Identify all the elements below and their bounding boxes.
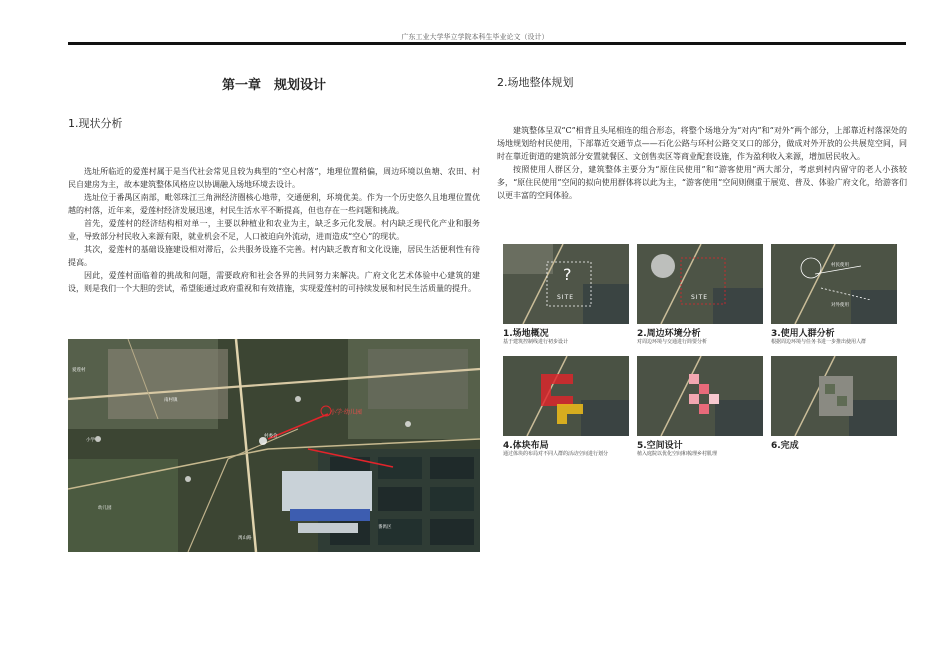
svg-text:?: ? bbox=[563, 265, 572, 284]
map-label: 幼儿园 bbox=[98, 506, 112, 511]
panel-title: 6.完成 bbox=[771, 441, 799, 451]
process-panel bbox=[771, 244, 897, 346]
header-rule bbox=[68, 42, 906, 45]
paragraph: 选址位于番禺区南部，毗邻珠江三角洲经济圈核心地带，交通便利，环境优美。作为一个历史悠久且地理位置优越的村落，近年来，爱莲村经济发展迅速，村民生活水平不断提高，但也存在一些问题和挑战。 bbox=[68, 193, 480, 215]
panel-image bbox=[503, 356, 629, 436]
design-process-figure bbox=[503, 244, 903, 457]
paragraph: 其次，爱莲村的基础设施建设相对滞后，公共服务设施不完善。村内缺乏教育和文化设施，居民生活便利性有待提高。 bbox=[68, 245, 480, 267]
map-label: 南村镇 bbox=[164, 398, 178, 403]
running-header: 广东工业大学华立学院本科生毕业论文（设计） bbox=[401, 33, 549, 41]
panel-image-text: 村民使用 bbox=[831, 263, 849, 268]
panel-image bbox=[771, 356, 897, 436]
panel-image-text: SITE bbox=[557, 294, 575, 301]
panel-title: 1.场地概况 bbox=[503, 329, 549, 339]
panel-title: 5.空间设计 bbox=[637, 441, 683, 451]
paragraph: 选址所临近的爱莲村属于是当代社会常见且较为典型的“空心村落”，地理位置稍偏，周边环境以鱼塘、农田、村民自建房为主，故本建筑整体风格应以协调融入场地环境去设计。 bbox=[68, 167, 480, 189]
map-label: 小学 bbox=[86, 438, 95, 443]
panel-title: 4.体块布局 bbox=[503, 441, 549, 451]
panel-subtitle: 对周边环境与交通进行简要分析 bbox=[637, 339, 708, 345]
paragraph: 建筑整体呈双“C”相背且头尾相连的组合形态，将整个场地分为“对内”和“对外”两个部分，上部靠近村落深处的场地规划给村民使用，下部靠近交通节点——石化公路与环村公路交叉口的部分，做成对外开放的公共展览空间，同时在靠近街道的建筑部分安置就餐区、文创售卖区等商业配套设施，作为盈利收入来源，增加居民收入。 bbox=[497, 126, 907, 161]
right-column bbox=[497, 70, 907, 202]
panel-image bbox=[503, 244, 629, 324]
process-panel bbox=[503, 356, 629, 458]
section-title-1: 1.现状分析 bbox=[68, 117, 123, 130]
process-panel bbox=[771, 356, 897, 451]
section-title-2: 2.场地整体规划 bbox=[497, 76, 574, 89]
panel-subtitle: 基于建筑控制线进行初步设计 bbox=[503, 339, 569, 345]
map-label-highlight: 小学·幼儿园 bbox=[330, 409, 362, 416]
process-panel bbox=[503, 244, 629, 346]
panel-image bbox=[771, 244, 897, 324]
chapter-title: 第一章 规划设计 bbox=[221, 78, 326, 93]
site-satellite-map bbox=[68, 339, 480, 552]
panel-image bbox=[637, 356, 763, 436]
map-label: 村委会 bbox=[264, 434, 278, 439]
paragraph: 首先，爱莲村的经济结构相对单一，主要以种植业和农业为主，缺乏多元化发展。村内缺乏现代化产业和服务业，导致部分村民收入来源有限，就业机会不足，人口被迫向外流动，进而造成“空心”的现状。 bbox=[68, 219, 480, 241]
panel-subtitle: 根据周边环境与任务书进一步推出使用人群 bbox=[771, 339, 867, 345]
map-label: 番禺区 bbox=[378, 525, 392, 530]
panel-subtitle: 植入庭院以优化空间和梳理乡村肌理 bbox=[637, 451, 718, 457]
panel-title: 3.使用人群分析 bbox=[771, 329, 835, 339]
panel-title: 2.周边环境分析 bbox=[637, 329, 701, 339]
process-panel bbox=[637, 244, 763, 346]
map-label: 禺山路 bbox=[238, 536, 252, 541]
panel-image bbox=[637, 244, 763, 324]
panel-image-text: SITE bbox=[691, 294, 709, 301]
paragraph: 因此，爱莲村面临着的挑战和问题，需要政府和社会各界的共同努力来解决。广府文化艺术体验中心建筑的建设，则是我们一个大胆的尝试，希望能通过政府重视和有效措施，实现爱莲村的可持续发展和村民生活质量的提升。 bbox=[68, 271, 480, 293]
panel-image-text: 对外使用 bbox=[831, 303, 849, 308]
process-panel bbox=[637, 356, 763, 458]
map-label: 爱莲村 bbox=[72, 368, 86, 373]
paragraph: 按照使用人群区分，建筑整体主要分为“原住民使用”和“游客使用”两大部分，考虑到村内留守的老人小孩较多，“原住民使用”空间的拟向使用群体将以此为主，“游客使用”空间则侧重于展览、普及、体验广府文化，给游客们以更丰富的空间体验。 bbox=[497, 165, 907, 200]
panel-subtitle: 通过体块的布局对不同人群的活动空间进行划分 bbox=[503, 451, 609, 457]
left-column bbox=[68, 70, 480, 295]
